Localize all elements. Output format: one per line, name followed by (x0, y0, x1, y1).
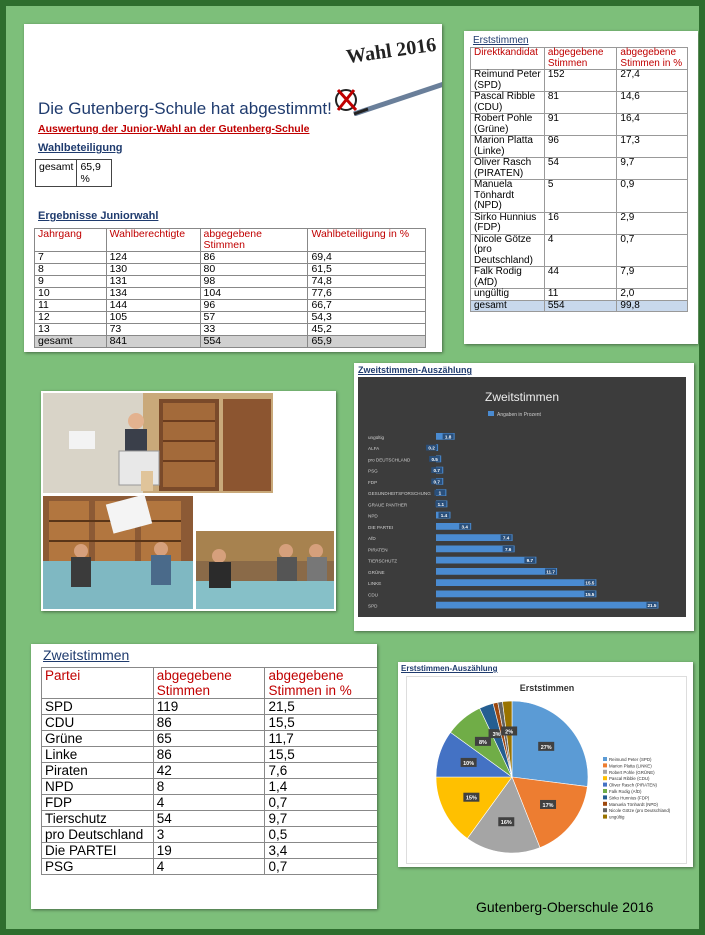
pie-slice-label: 3% (492, 732, 501, 739)
table-cell: 91 (544, 114, 617, 136)
zweitstimmen-chart-area (358, 377, 686, 617)
table-cell: ungültig (471, 289, 545, 301)
bar-category-label: pro DEUTSCHLAND (368, 457, 411, 463)
pie-slice-label: 2% (505, 729, 514, 736)
table-row (471, 300, 688, 312)
table-cell: 119 (153, 699, 265, 715)
table-cell: Robert Pohle (Grüne) (471, 114, 545, 136)
table-cell: 54 (544, 158, 617, 180)
bar-value-label: 3.4 (461, 524, 468, 530)
pie-slice-label: 16% (500, 820, 512, 827)
table-cell: 0,5 (265, 827, 377, 843)
photo-collage (41, 391, 336, 611)
table-cell: 9 (35, 276, 107, 288)
pie-legend-label: Reimund Peter (SPD) (609, 757, 652, 762)
pie-legend-label: Robert Pohle (GRÜNE) (609, 769, 655, 775)
bar-category-label: FDP (368, 479, 378, 485)
table-cell: 8 (153, 779, 265, 795)
bar-value-label: 7.6 (504, 546, 512, 552)
pie-legend-swatch (603, 808, 607, 812)
table-cell: 19 (153, 843, 265, 859)
table-cell: Grüne (42, 731, 154, 747)
legend-swatch (488, 411, 494, 416)
table-row (471, 289, 688, 301)
table-cell: 86 (200, 252, 308, 264)
table-cell: 77,6 (308, 288, 426, 300)
table-cell: Marion Platta (Linke) (471, 136, 545, 158)
table-row (35, 324, 426, 336)
page-title: Die Gutenberg-Schule hat abgestimmt! (38, 99, 332, 118)
bar-category-label: SPD (368, 603, 378, 609)
table-cell: gesamt (471, 300, 545, 312)
bar-value-label: 7.4 (502, 535, 510, 541)
bar-value-label: 1.8 (444, 434, 452, 440)
table-cell: 99,8 (617, 300, 688, 312)
pie-legend-swatch (603, 795, 607, 799)
table-cell: 152 (544, 70, 617, 92)
table-cell: 0,7 (265, 795, 377, 811)
table-row (471, 212, 688, 234)
ballot-cross-icon (338, 90, 356, 110)
table-cell: Sirko Hunnius (FDP) (471, 212, 545, 234)
bar-category-label: PSG (368, 468, 378, 474)
bar-category-label: ALFA (368, 446, 380, 451)
pie-legend-label: Nicole Götze (pro Deutschland) (609, 808, 671, 814)
table-cell: 54,3 (308, 312, 426, 324)
table-row (42, 795, 378, 811)
zweitstimmen-title: Zweitstimmen (43, 647, 130, 663)
table-cell: 1,4 (265, 779, 377, 795)
table-cell: 11,7 (265, 731, 377, 747)
column-header: abgegebene Stimmen in % (617, 48, 688, 70)
table-cell: 11 (544, 289, 617, 301)
pie-legend-swatch (603, 802, 607, 806)
pie-legend-swatch (603, 815, 607, 819)
table-cell: 105 (106, 312, 200, 324)
election-logo (324, 32, 442, 116)
table-cell: Nicole Götze (pro Deutschland) (471, 234, 545, 267)
column-header: Wahlberechtigte (106, 229, 200, 252)
erststimmen-card (464, 31, 698, 344)
table-cell: 554 (544, 300, 617, 312)
column-header: Partei (42, 668, 154, 699)
bar-category-label: LINKE (368, 581, 382, 586)
pie-slice-label: 27% (540, 744, 552, 751)
table-cell: 11 (35, 300, 107, 312)
table-cell: 14,6 (617, 92, 688, 114)
table-row (35, 336, 426, 348)
table-cell: 33 (200, 324, 308, 336)
turnout-heading: Wahlbeteiligung (38, 142, 123, 154)
table-cell: 0,7 (617, 234, 688, 267)
table-row (42, 699, 378, 715)
table-row (471, 114, 688, 136)
table-cell: 15,5 (265, 715, 377, 731)
table-cell: 69,4 (308, 252, 426, 264)
table-cell: 80 (200, 264, 308, 276)
table-cell: 2,9 (617, 212, 688, 234)
pie-legend-swatch (603, 789, 607, 793)
footer-text: Gutenberg-Oberschule 2016 (476, 899, 654, 915)
table-cell: 65,9 (308, 336, 426, 348)
bar-category-label: GESUNDHEITSFORSCHUNG (368, 491, 431, 496)
erststimmen-chart-area (406, 676, 687, 864)
bar-value-label: 0.7 (433, 468, 440, 474)
table-cell: 44 (544, 267, 617, 289)
pie-legend-swatch (603, 757, 607, 761)
table-cell: 12 (35, 312, 107, 324)
column-header: Direktkandidat (471, 48, 545, 70)
pie-legend-label: Marion Platta (LINKE) (609, 763, 652, 769)
bar-value-label: 1 (438, 490, 442, 496)
table-cell: 27,4 (617, 70, 688, 92)
pie-legend-label: Manuela Tönhardt (NPD) (609, 801, 658, 807)
erststimmen-table (470, 47, 688, 312)
column-header: Wahlbeteiligung in % (308, 229, 426, 252)
table-row (42, 779, 378, 795)
table-row (471, 158, 688, 180)
table-cell: 134 (106, 288, 200, 300)
pie-legend-label: Pascal Ribble (CDU) (609, 776, 650, 782)
column-header: abgegebene Stimmen (544, 48, 617, 70)
table-cell: 54 (153, 811, 265, 827)
table-row (42, 715, 378, 731)
zweitstimmen-bar-chart (358, 377, 686, 617)
table-row (35, 288, 426, 300)
table-cell: Die PARTEI (42, 843, 154, 859)
bar-category-label: GRAUE PANTHER (368, 502, 408, 508)
erststimmen-title: Erststimmen (473, 35, 529, 46)
table-row (471, 267, 688, 289)
pie-slice-label: 17% (542, 802, 554, 809)
table-cell: 45,2 (308, 324, 426, 336)
table-cell: 61,5 (308, 264, 426, 276)
table-cell: 144 (106, 300, 200, 312)
table-row (35, 276, 426, 288)
pie-legend-swatch (603, 763, 607, 767)
table-row (42, 731, 378, 747)
table-cell: 96 (544, 136, 617, 158)
table-cell: 7,9 (617, 267, 688, 289)
logo-text: Wahl 2016 (344, 33, 438, 69)
table-cell: SPD (42, 699, 154, 715)
pie-title: Erststimmen (519, 683, 575, 693)
column-header: Jahrgang (35, 229, 107, 252)
pie-slice-label: 15% (465, 795, 477, 802)
chart-title: Zweitstimmen (484, 390, 560, 404)
table-cell: 65 (153, 731, 265, 747)
table-cell: Piraten (42, 763, 154, 779)
table-row (42, 763, 378, 779)
bar-category-label: CDU (368, 592, 378, 598)
bar-category-label: DIE PARTEI (368, 524, 394, 530)
table-cell: 130 (106, 264, 200, 276)
table-cell: 42 (153, 763, 265, 779)
table-row (42, 827, 378, 843)
table-row (42, 843, 378, 859)
table-cell: 16 (544, 212, 617, 234)
zweitstimmen-chart-heading: Zweitstimmen-Auszählung (358, 365, 473, 375)
table-row (35, 300, 426, 312)
bar-value-label: 0.2 (428, 445, 435, 451)
pie-legend-label: Sirko Hunnius (FDP) (609, 795, 650, 801)
zweitstimmen-table (41, 667, 377, 875)
table-cell: Pascal Ribble (CDU) (471, 92, 545, 114)
bar-category-label: NPD (368, 513, 378, 519)
table-row (471, 70, 688, 92)
table-cell: Manuela Tönhardt (NPD) (471, 180, 545, 213)
table-row (42, 747, 378, 763)
turnout-table (35, 159, 112, 187)
table-cell: 554 (200, 336, 308, 348)
table-row (35, 264, 426, 276)
bar-value-label: 1.1 (437, 501, 445, 507)
bar (436, 568, 557, 575)
table-cell: 96 (200, 300, 308, 312)
table-cell: gesamt (35, 336, 107, 348)
erststimmen-pie-chart (407, 677, 686, 863)
table-row (42, 811, 378, 827)
bar-value-label: 9.7 (526, 558, 534, 564)
table-cell: Falk Rodig (AfD) (471, 267, 545, 289)
table-cell: Tierschutz (42, 811, 154, 827)
table-cell: 10 (35, 288, 107, 300)
legend-label: Angaben in Prozent (497, 412, 541, 418)
table-cell: 66,7 (308, 300, 426, 312)
table-cell: 3,4 (265, 843, 377, 859)
turnout-label: gesamt (36, 160, 77, 187)
table-cell: 7,6 (265, 763, 377, 779)
table-cell: PSG (42, 859, 154, 875)
table-row (471, 136, 688, 158)
table-cell: Oliver Rasch (PIRATEN) (471, 158, 545, 180)
table-cell: 16,4 (617, 114, 688, 136)
table-cell: pro Deutschland (42, 827, 154, 843)
table-cell: 57 (200, 312, 308, 324)
table-cell: 13 (35, 324, 107, 336)
bar (436, 579, 596, 586)
table-cell: 104 (200, 288, 308, 300)
table-cell: 2,0 (617, 289, 688, 301)
table-cell: 9,7 (265, 811, 377, 827)
bar-category-label: TIERSCHUTZ (368, 558, 398, 564)
table-cell: 4 (153, 859, 265, 875)
school-results-card (24, 24, 442, 352)
bar-value-label: 15.5 (585, 580, 595, 586)
table-cell: 131 (106, 276, 200, 288)
table-row (471, 180, 688, 213)
table-cell: CDU (42, 715, 154, 731)
table-cell: 8 (35, 264, 107, 276)
results-heading: Ergebnisse Juniorwahl (38, 210, 159, 222)
table-cell: 0,9 (617, 180, 688, 213)
bar-value-label: 0.5 (431, 456, 438, 462)
bar-value-label: 15.5 (585, 591, 595, 597)
erststimmen-chart-heading: Erststimmen-Auszählung (401, 664, 498, 673)
table-cell: FDP (42, 795, 154, 811)
table-cell: Linke (42, 747, 154, 763)
table-cell: 98 (200, 276, 308, 288)
pie-legend-label: Oliver Rasch (PIRATEN) (609, 782, 657, 788)
results-table (34, 228, 426, 348)
bar-category-label: GRÜNE (368, 569, 385, 575)
table-row (471, 234, 688, 267)
bar-value-label: 11.7 (546, 569, 555, 575)
table-cell: 73 (106, 324, 200, 336)
pie-legend-label: Falk Rodig (AfD) (609, 789, 642, 794)
bar-category-label: ungültig (368, 434, 385, 440)
erststimmen-chart-card (398, 662, 693, 867)
table-cell: 4 (544, 234, 617, 267)
table-row (35, 252, 426, 264)
table-cell: 4 (153, 795, 265, 811)
table-row (471, 92, 688, 114)
column-header: abgegebene Stimmen in % (265, 668, 377, 699)
table-cell: 7 (35, 252, 107, 264)
bar (436, 557, 536, 564)
bar-value-label: 1.4 (440, 513, 448, 519)
table-cell: Reimund Peter (SPD) (471, 70, 545, 92)
table-cell: 3 (153, 827, 265, 843)
table-cell: 74,8 (308, 276, 426, 288)
zweitstimmen-chart-card (354, 363, 694, 631)
pie-legend-swatch (603, 783, 607, 787)
table-row (42, 859, 378, 875)
table-cell: 9,7 (617, 158, 688, 180)
table-row (35, 312, 426, 324)
bar-category-label: AfD (368, 536, 376, 541)
table-cell: NPD (42, 779, 154, 795)
table-cell: 17,3 (617, 136, 688, 158)
table-cell: 86 (153, 715, 265, 731)
page-subtitle: Auswertung der Junior-Wahl an der Gutenberg-Schule (38, 123, 310, 135)
bar (436, 591, 596, 598)
table-cell: 0,7 (265, 859, 377, 875)
table-cell: 5 (544, 180, 617, 213)
election-photos (41, 391, 336, 611)
table-cell: 21,5 (265, 699, 377, 715)
bar-category-label: PIRATEN (368, 547, 388, 553)
pie-slice-label: 10% (463, 760, 475, 767)
table-cell: 81 (544, 92, 617, 114)
bar-value-label: 0.7 (433, 479, 440, 485)
bar-value-label: 21.5 (647, 603, 657, 609)
turnout-value: 65,9 % (77, 160, 112, 187)
column-header: abgegebene Stimmen (200, 229, 308, 252)
table-cell: 841 (106, 336, 200, 348)
pie-legend-swatch (603, 776, 607, 780)
pie-slice-label: 8% (478, 739, 487, 746)
table-cell: 86 (153, 747, 265, 763)
pie-legend-swatch (603, 770, 607, 774)
pie-legend-label: ungültig (609, 814, 625, 820)
bar (436, 602, 658, 609)
table-cell: 124 (106, 252, 200, 264)
column-header: abgegebene Stimmen (153, 668, 265, 699)
table-cell: 15,5 (265, 747, 377, 763)
zweitstimmen-card (31, 644, 377, 909)
